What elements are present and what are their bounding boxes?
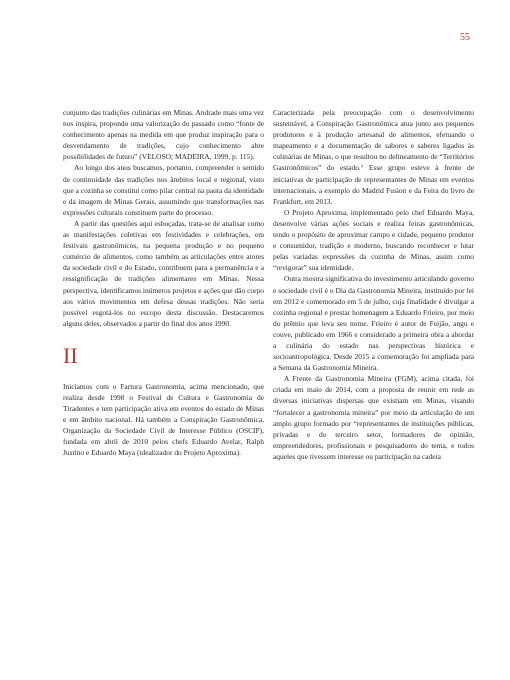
- left-paragraph-3: A partir das questões aqui esboçadas, trata-se de analisar como as manifestações coletivas em festividades e celebrações, em festivais gastronômicos, na pequena produção e no pequeno comércio de alimentos, como também as articulações entre atores da sociedade civil e do Estado, contribuem para a permanência e a ressignificação de tradições alimentares em Minas. Nessa perspectiva, identificamos inúmeros projetos e ações que dão corpo aos vários movimentos em defesa dessas tradições. Não seria possível esgotá-los no escopo desta discussão. Destacaremos alguns deles, observados a partir do final dos anos 1990.: [63, 218, 264, 328]
- right-column: [273, 107, 474, 462]
- right-paragraph-1: Caracterizada pela preocupação com o desenvolvimento sustentável, a Conspiração Gastronômica atua junto aos pequenos produtores e à produção artesanal de alimentos, efetuando o mapeamento e a documentação de sabores e saberes ligados às culinárias de Minas, o que resultou no delineamento de “Territórios Gastronômicos” do estado.⁷ Esse grupo esteve à frente de iniciativas de participação de representantes de Minas em eventos internacionais, a exemplo do Madrid Fusion e da Feira do livro de Frankfurt, em 2013.: [273, 108, 474, 206]
- left-column: [63, 107, 264, 459]
- right-paragraph-4: A Frente da Gastronomia Mineira (FGM), acima citada, foi criada em maio de 2014, com a proposta de reunir em rede as diversas iniciativas dispersas que existiam em Minas, visando “fortalecer a gastronomia mineira” por meio da articulação de um amplo grupo formado por “representantes de instituições públicas, privadas e do terceiro setor, formadores de opinião, empreendedores, profissionais e pesquisadores do tema, e todos aqueles que tivessem interesse ou participação na cadeia: [273, 374, 474, 461]
- left-paragraph-4: Iniciamos com o Fartura Gastronomia, acima mencionado, que realiza desde 1998 o Festival de Cultura e Gastronomia de Tiradentes e tem participação ativa em eventos do estado de Minas e em âmbito nacional. Há também a Conspiração Gastronômica, Organização da Sociedade Civil de Interesse Público (OSCIP), fundada em abril de 2010 pelos chefs Eduardo Avelar, Ralph Justino e Eduardo Maya (idealizador do Projeto Aproxima).: [63, 381, 264, 458]
- page-number: 55: [460, 32, 470, 43]
- section-numeral: II: [63, 342, 78, 368]
- right-paragraph-2: O Projeto Aproxima, implementado pelo chef Eduardo Maya, desenvolve várias ações sociais e realiza feiras gastronômicas, tendo o propósito de aproximar campo e cidade, pequeno produtor e consumidor, tradição e moderno, buscando reconhecer e lutar pelas variadas expressões da cozinha de Minas, assim como “revigorar” sua identidade.: [273, 207, 474, 273]
- left-paragraph-2: Ao longo dos anos buscamos, portanto, compreender o sentido de continuidade das tradições nos âmbitos local e regional, visto que a cozinha se constitui como pilar central na pauta da identidade e da imagem de Minas Gerais, assumindo que transformações nas expressões culturais constituem parte do processo.: [63, 163, 264, 217]
- right-paragraph-3: Outra mostra significativa do investimento articulando governo e sociedade civil é o Dia da Gastronomia Mineira, instituído por lei em 2012 e comemorado em 5 de julho, cuja finalidade é divulgar a cozinha regional e prestar homenagem a Eduardo Frieiro, por meio do prêmio que leva seu nome. Frieiro é autor de Feijão, angu e couve, publicado em 1966 e considerado a primeira obra a abordar a culinária do estado nas perspectivas histórica e socioantropológica. Desde 2015 a comemoração foi ampliada para a Semana da Gastronomia Mineira.: [273, 274, 474, 373]
- left-paragraph-1: conjunto das tradições culinárias em Minas. Andrade mais uma vez nos inspira, propondo uma valorização do passado como “fonte de conhecimento apenas na medida em que produz inspiração para o desvendamento de tradições, cujo conhecimento abre possibilidades de futuro” (VELOSO; MADEIRA, 1999, p. 115).: [63, 108, 264, 162]
